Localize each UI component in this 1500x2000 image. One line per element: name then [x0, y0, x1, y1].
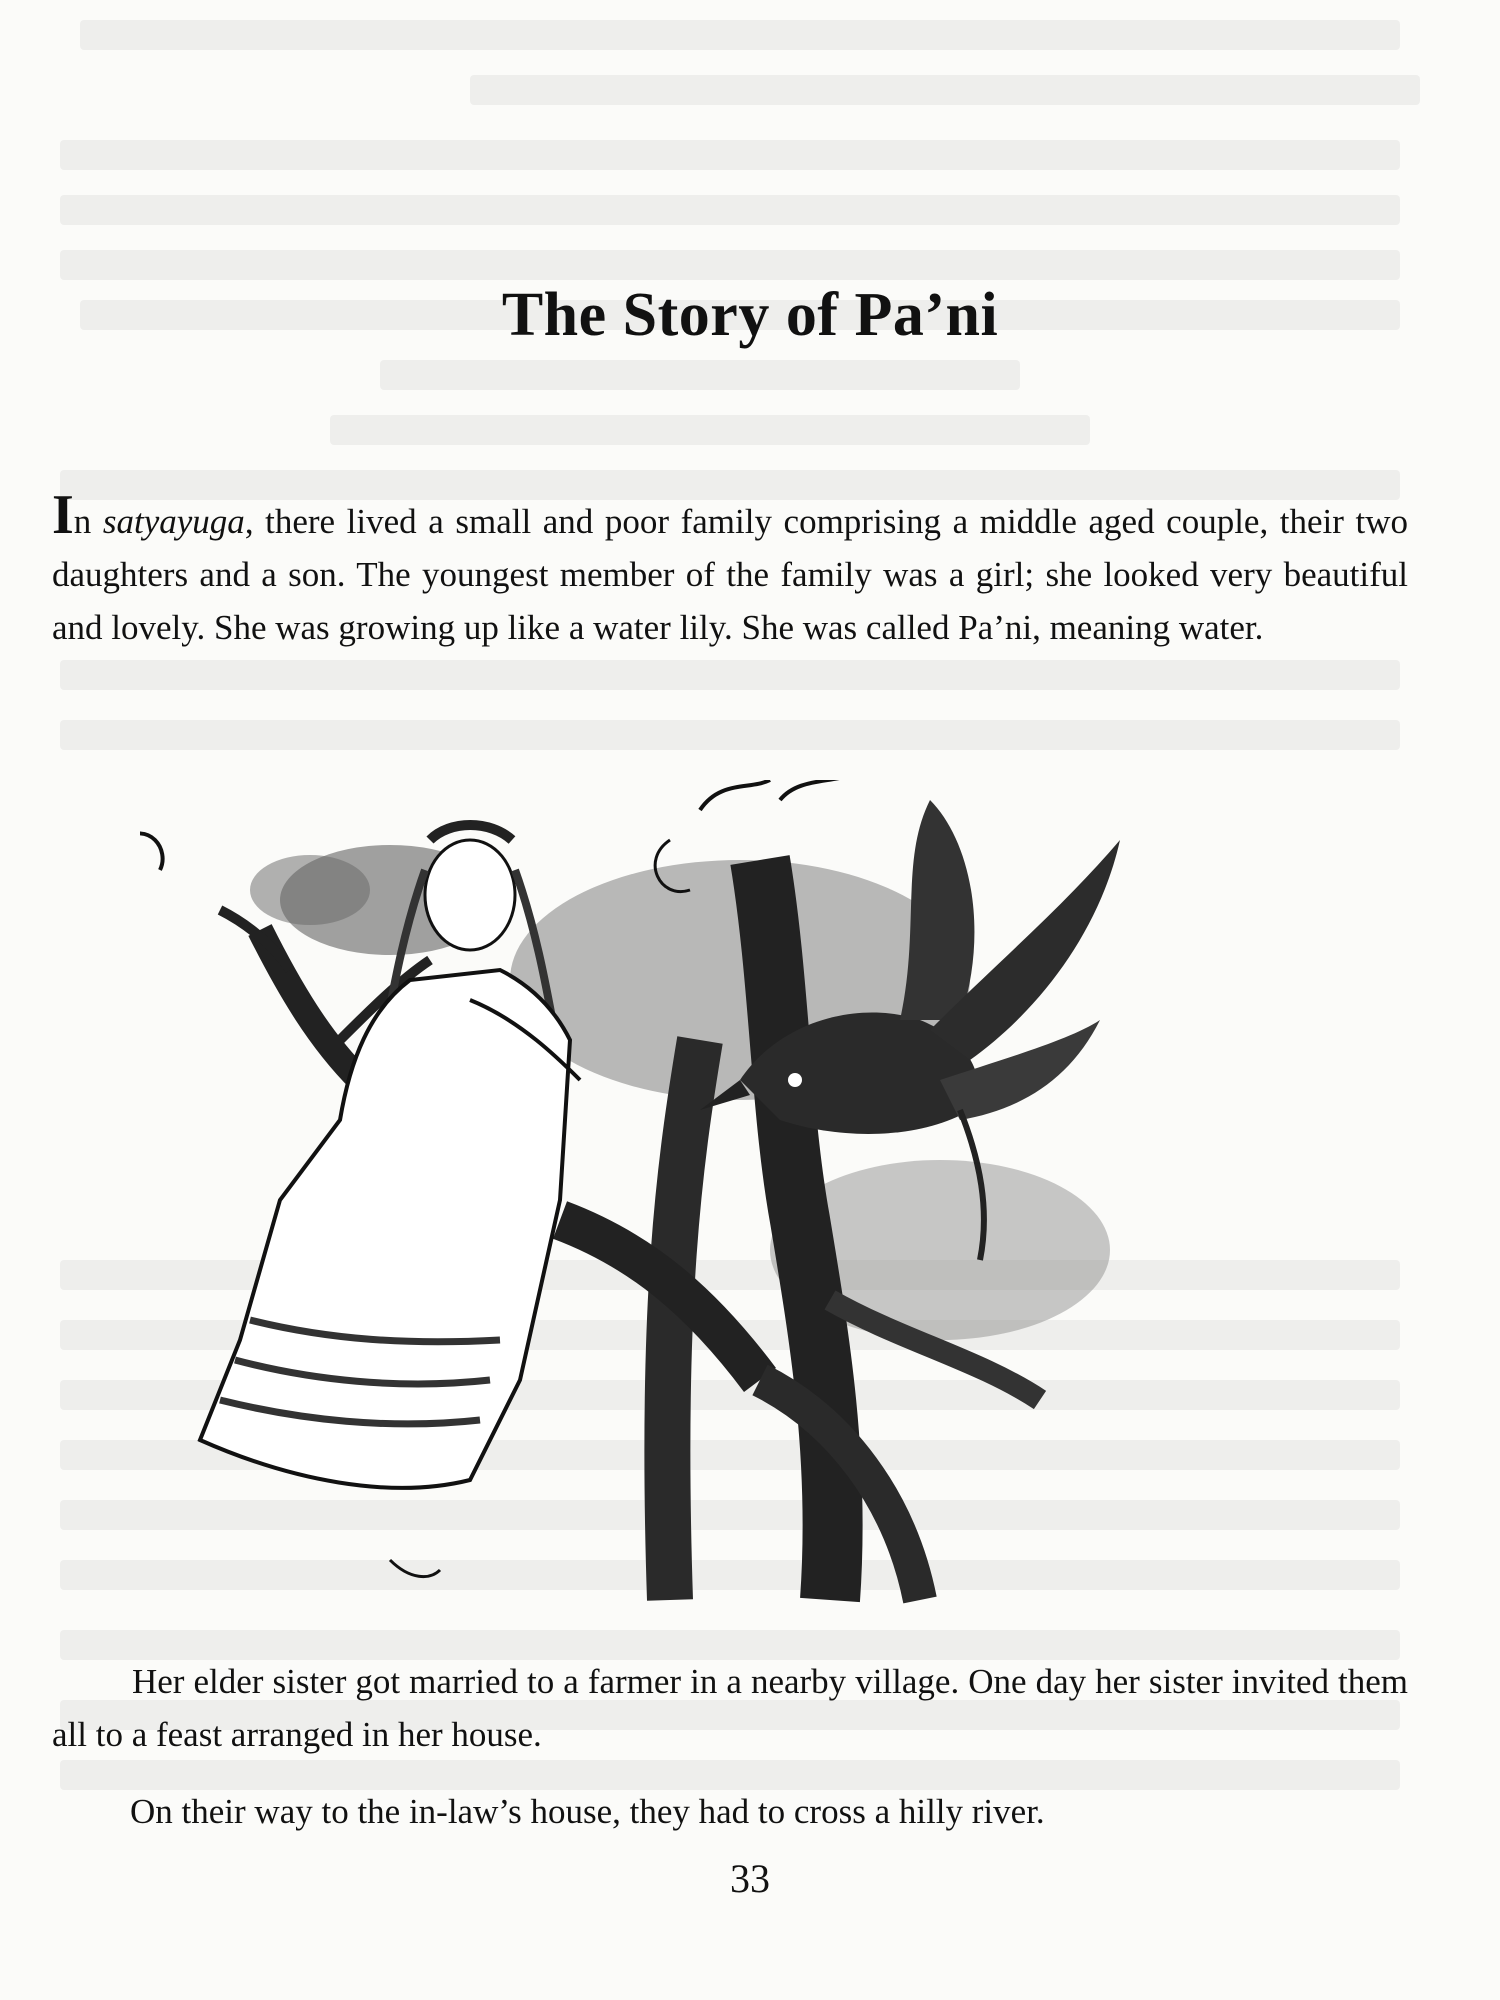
large-tree	[510, 780, 1110, 1600]
paragraph-elder-sister: Her elder sister got married to a farmer in a nearby village. One day her sister invited them all to a feast arranged in her house.	[52, 1662, 1408, 1754]
intro-italic-term: satyayuga	[102, 502, 245, 541]
paragraph-intro	[52, 484, 1409, 654]
story-illustration	[140, 780, 1320, 1610]
intro-lead: n	[73, 502, 103, 541]
intro-rest: , there lived a small and poor family comprising a middle aged couple, their two daughters and a son. The youngest member of the family was a girl; she looked very beautiful and lovely. She was growing up like a water lily. She was called Pa’ni, meaning water.	[52, 502, 1409, 647]
drop-cap: I	[52, 484, 74, 546]
paragraph-river: On their way to the in-law’s house, they had to cross a hilly river.	[130, 1792, 1045, 1831]
page-number: 33	[730, 1856, 770, 1901]
story-title: The Story of Pa’ni	[501, 281, 999, 349]
